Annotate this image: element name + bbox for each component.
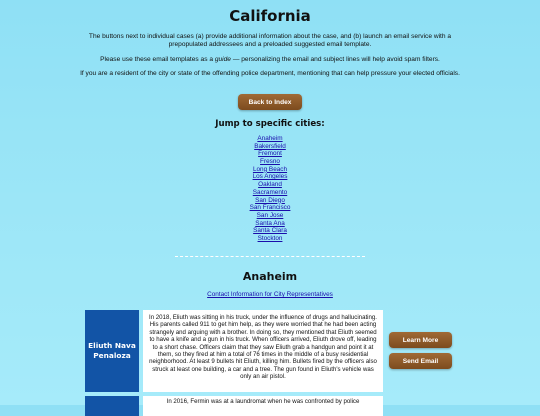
intro-p2-end: — personalizing the email and subject lines will help avoid spam filters. (230, 56, 440, 63)
city-link-oakland[interactable]: Oakland (258, 181, 282, 189)
city-item (0, 143, 540, 151)
city-item (0, 220, 540, 228)
intro-p2-start: Please use these email templates as a (100, 56, 215, 63)
city-item (0, 150, 540, 158)
page-title: California (229, 7, 311, 25)
case-name-cell (85, 396, 139, 416)
city-link-santa-ana[interactable]: Santa Ana (255, 219, 285, 227)
city-link-san-jose[interactable]: San Jose (256, 211, 284, 219)
contact-info-row (0, 291, 540, 298)
city-link-fresno[interactable]: Fresno (260, 158, 280, 166)
city-item (0, 227, 540, 235)
city-item (0, 158, 540, 166)
intro-p2-emphasis: guide (214, 56, 231, 63)
city-link-los-angeles[interactable]: Los Angeles (252, 173, 288, 181)
intro-paragraph-1: The buttons next to individual cases (a) provide additional information about the case, and (b) launch an email service with a prepopulated addressees and a preloaded suggested email template. (88, 33, 452, 48)
city-link-long-beach[interactable]: Long Beach (252, 165, 288, 173)
intro-paragraph-3: If you are a resident of the city or state of the offending police department, mentioning that can help pressure your elected officials. (80, 70, 460, 77)
case-description: In 2018, Eliuth was sitting in his truck, under the influence of drugs and hallucinating. His parents called 911 to get him help, as they were worried that he had been acting strangely and arguing with a brother. In doing so, they mentioned that Eliuth seemed to have a knife and a gun in his truck. When officers arrived, Eliuth drove off, leading to a short chase. Officers claim that they saw Eliuth grab a handgun and point it at them, so they fired at him a total of 76 times in the middle of a busy residential neighborhood. At least 9 bullets hit Eliuth, killing him. Bullets fired by the officers also struck at least one building, a car and a tree. The gun found in Eliuth's vehicle was only an air pistol. (143, 310, 383, 392)
city-item (0, 235, 540, 243)
jump-to-cities-heading: Jump to specific cities: (215, 119, 325, 129)
city-section-title: Anaheim (242, 270, 298, 283)
city-link-san-diego[interactable]: San Diego (255, 196, 285, 204)
city-link-anaheim[interactable]: Anaheim (257, 135, 283, 142)
city-item (0, 204, 540, 212)
case-name-cell (85, 310, 139, 392)
city-item (0, 181, 540, 189)
city-link-san-francisco[interactable]: San Francisco (249, 204, 291, 212)
case-description: In 2016, Fermin was at a laundromat when he was confronted by police (143, 396, 383, 416)
city-link-fremont[interactable]: Fremont (258, 150, 282, 158)
city-item (0, 212, 540, 220)
city-link-bakersfield[interactable]: Bakersfield (254, 142, 286, 150)
city-link-sacramento[interactable]: Sacramento (252, 188, 288, 196)
city-link-santa-clara[interactable]: Santa Clara (253, 227, 287, 235)
send-email-button[interactable]: Send Email (389, 353, 452, 369)
city-item (0, 166, 540, 174)
intro-paragraph-2 (75, 56, 465, 64)
contact-representatives-link[interactable]: Contact Information for City Representatives (207, 291, 333, 298)
city-item (0, 173, 540, 181)
section-divider (175, 256, 365, 257)
back-to-index-button[interactable]: Back to Index (238, 94, 302, 110)
city-item (0, 189, 540, 197)
case-name: Eliuth Nava Penaloza (88, 341, 136, 360)
city-link-stockton[interactable]: Stockton (257, 234, 283, 242)
city-item (0, 197, 540, 205)
city-item (0, 135, 540, 143)
city-link-list (0, 135, 540, 243)
learn-more-button[interactable]: Learn More (389, 332, 452, 348)
